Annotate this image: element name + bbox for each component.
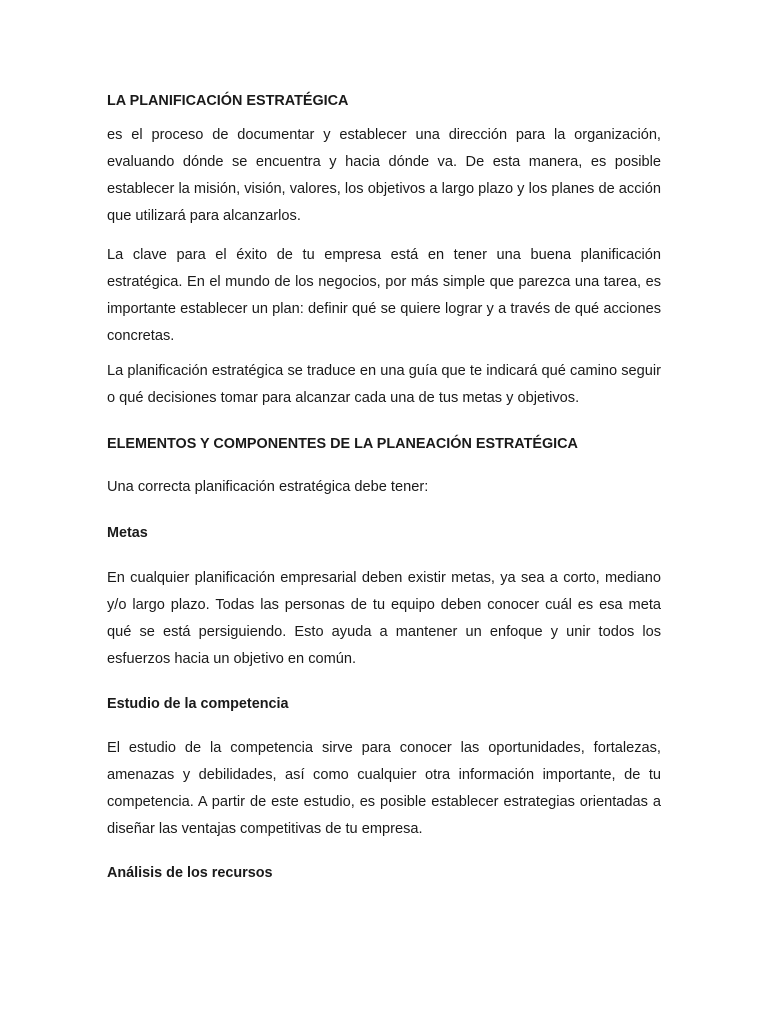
subsection-text-metas: En cualquier planificación empresarial deben existir metas, ya sea a corto, mediano y/o largo plazo. Todas las personas de tu equipo deben conocer cuál es esa meta qué se está persiguiendo. Esto ayuda a mantener un enfoque y unir todos los esfuerzos hacia un objetivo en común. (107, 570, 661, 667)
subsection-text-competencia: El estudio de la competencia sirve para conocer las oportunidades, fortalezas, amenazas y debilidades, así como cualquier otra información importante, de tu competencia. A partir de este estudio, es posible establecer estrategias orientadas a diseñar las ventajas competitivas de tu empresa. (107, 740, 661, 837)
subsection-heading-recursos: Análisis de los recursos (107, 865, 273, 881)
section-heading: ELEMENTOS Y COMPONENTES DE LA PLANEACIÓN ESTRATÉGICA (107, 436, 578, 452)
document-title: LA PLANIFICACIÓN ESTRATÉGICA (107, 93, 349, 109)
intro-paragraph-3: La planificación estratégica se traduce en una guía que te indicará qué camino seguir o qué decisiones tomar para alcanzar cada una de tus metas y objetivos. (107, 363, 661, 406)
intro-paragraph-2: La clave para el éxito de tu empresa está en tener una buena planificación estratégica. En el mundo de los negocios, por más simple que parezca una tarea, es importante establecer un plan: definir qué se quiere lograr y a través de qué acciones concretas. (107, 247, 661, 344)
intro-paragraph-1: es el proceso de documentar y establecer una dirección para la organización, evaluando dónde se encuentra y hacia dónde va. De esta manera, es posible establecer la misión, visión, valores, los objetivos a largo plazo y los planes de acción que utilizará para alcanzarlos. (107, 127, 661, 224)
section-intro: Una correcta planificación estratégica debe tener: (107, 479, 429, 495)
subsection-heading-metas: Metas (107, 525, 148, 541)
subsection-heading-competencia: Estudio de la competencia (107, 696, 289, 712)
